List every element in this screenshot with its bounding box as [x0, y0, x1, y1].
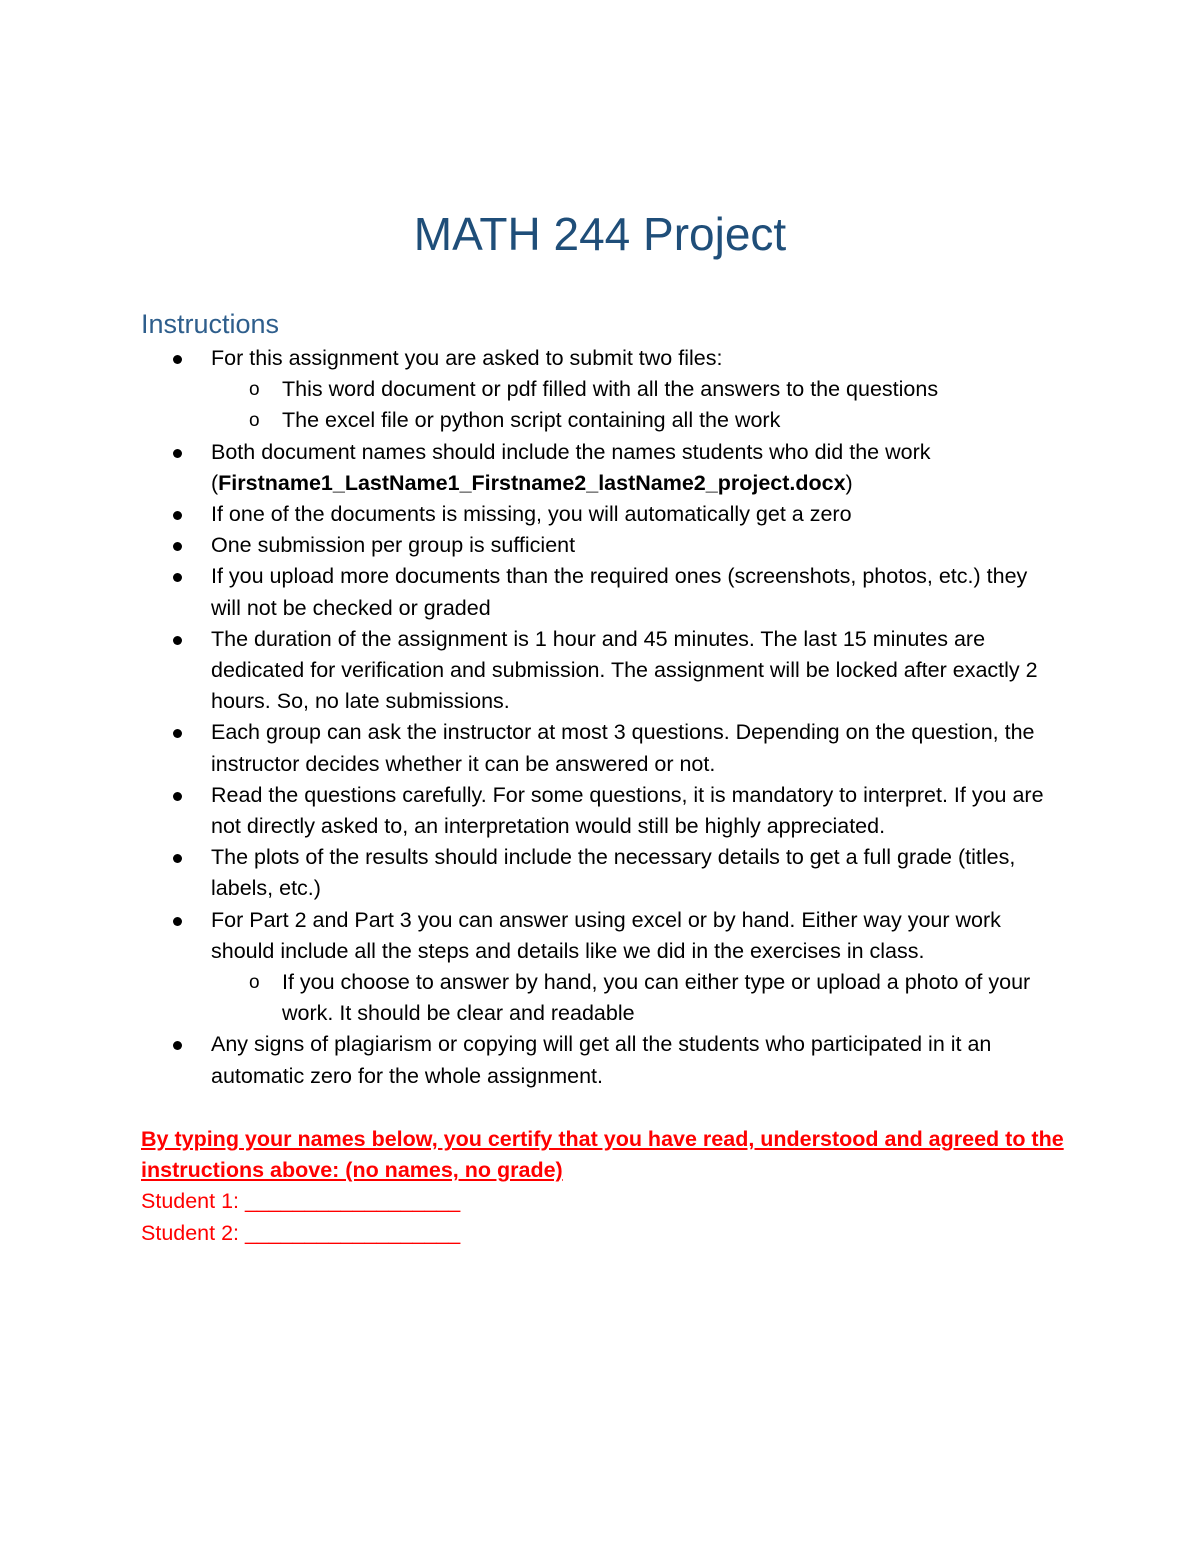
sublist-item-text: If you choose to answer by hand, you can either type or upload a photo of your work. It should be clear and readable: [282, 970, 1031, 1026]
circle-bullet-icon: o: [249, 410, 260, 432]
sublist-item: [211, 405, 1061, 436]
student-2-name-field[interactable]: Student 2: __________________: [141, 1220, 461, 1245]
list-item-text: Read the questions carefully. For some questions, it is mandatory to interpret. If you are not directly asked to, an interpretation would still be highly appreciated.: [211, 782, 1044, 839]
circle-bullet-icon: o: [249, 972, 260, 994]
bullet-icon: [173, 792, 182, 801]
list-item: [141, 437, 1061, 499]
list-item: [141, 1029, 1061, 1091]
certification-block: [141, 1124, 1081, 1249]
list-item-text: If one of the documents is missing, you will automatically get a zero: [211, 502, 852, 527]
list-item: [141, 905, 1061, 1030]
list-item: [141, 780, 1061, 842]
student-1-name-field[interactable]: Student 1: __________________: [141, 1189, 461, 1214]
sublist-item: [211, 374, 1061, 405]
list-item: [141, 343, 1061, 437]
list-item-text: One submission per group is sufficient: [211, 533, 576, 558]
bullet-icon: [173, 542, 182, 551]
filename-text: Firstname1_LastName1_Firstname2_lastName2_project.docx: [218, 470, 846, 495]
list-item: [141, 717, 1061, 779]
bullet-icon: [173, 729, 182, 738]
sublist-item: [211, 967, 1061, 1029]
list-item-text: If you upload more documents than the required ones (screenshots, photos, etc.) they will not be checked or graded: [211, 564, 1028, 620]
sublist-item-text: This word document or pdf filled with all the answers to the questions: [282, 377, 939, 402]
list-item: [141, 561, 1061, 623]
list-item-text: For this assignment you are asked to submit two files:: [211, 346, 723, 370]
sublist-item-text: The excel file or python script containing all the work: [282, 408, 781, 433]
bullet-icon: [173, 636, 182, 645]
bullet-icon: [173, 511, 182, 520]
bullet-icon: [173, 854, 182, 863]
sublist: [211, 374, 1061, 436]
certification-statement: By typing your names below, you certify that you have read, understood and agreed to the instructions above: (no names, no grade): [141, 1127, 1064, 1183]
list-item-text: Both document names should include the names students who did the work: [211, 439, 931, 464]
list-item-text: For Part 2 and Part 3 you can answer using excel or by hand. Either way your work should include all the steps and details like we did in the exercises in class.: [211, 907, 1001, 963]
sublist: [211, 967, 1061, 1029]
bullet-icon: [173, 573, 182, 582]
page-title: MATH 244 Project: [413, 208, 787, 260]
instructions-list: [141, 343, 1061, 1092]
bullet-icon: [173, 917, 182, 926]
list-item-text: Each group can ask the instructor at most 3 questions. Depending on the question, the instructor decides whether it can be answered or not.: [211, 720, 1035, 776]
list-item: [141, 499, 1061, 530]
list-item: [141, 842, 1061, 904]
bullet-icon: [173, 355, 182, 364]
list-item: [141, 530, 1061, 561]
section-heading-instructions: Instructions: [141, 309, 280, 339]
list-item-text: Any signs of plagiarism or copying will get all the students who participated in it an automatic zero for the whole assignment.: [211, 1032, 992, 1088]
filename-close-paren: ): [845, 470, 853, 495]
circle-bullet-icon: o: [249, 379, 260, 401]
list-item-text: The plots of the results should include the necessary details to get a full grade (titles, labels, etc.): [211, 845, 1016, 901]
filename-format: [211, 468, 1061, 499]
bullet-icon: [173, 1041, 182, 1050]
bullet-icon: [173, 449, 182, 458]
filename-open-paren: (: [211, 470, 219, 495]
list-item: [141, 624, 1061, 718]
list-item-text: The duration of the assignment is 1 hour and 45 minutes. The last 15 minutes are dedicated for verification and submission. The assignment will be locked after exactly 2 hours. So, no late submissions.: [211, 626, 1038, 714]
